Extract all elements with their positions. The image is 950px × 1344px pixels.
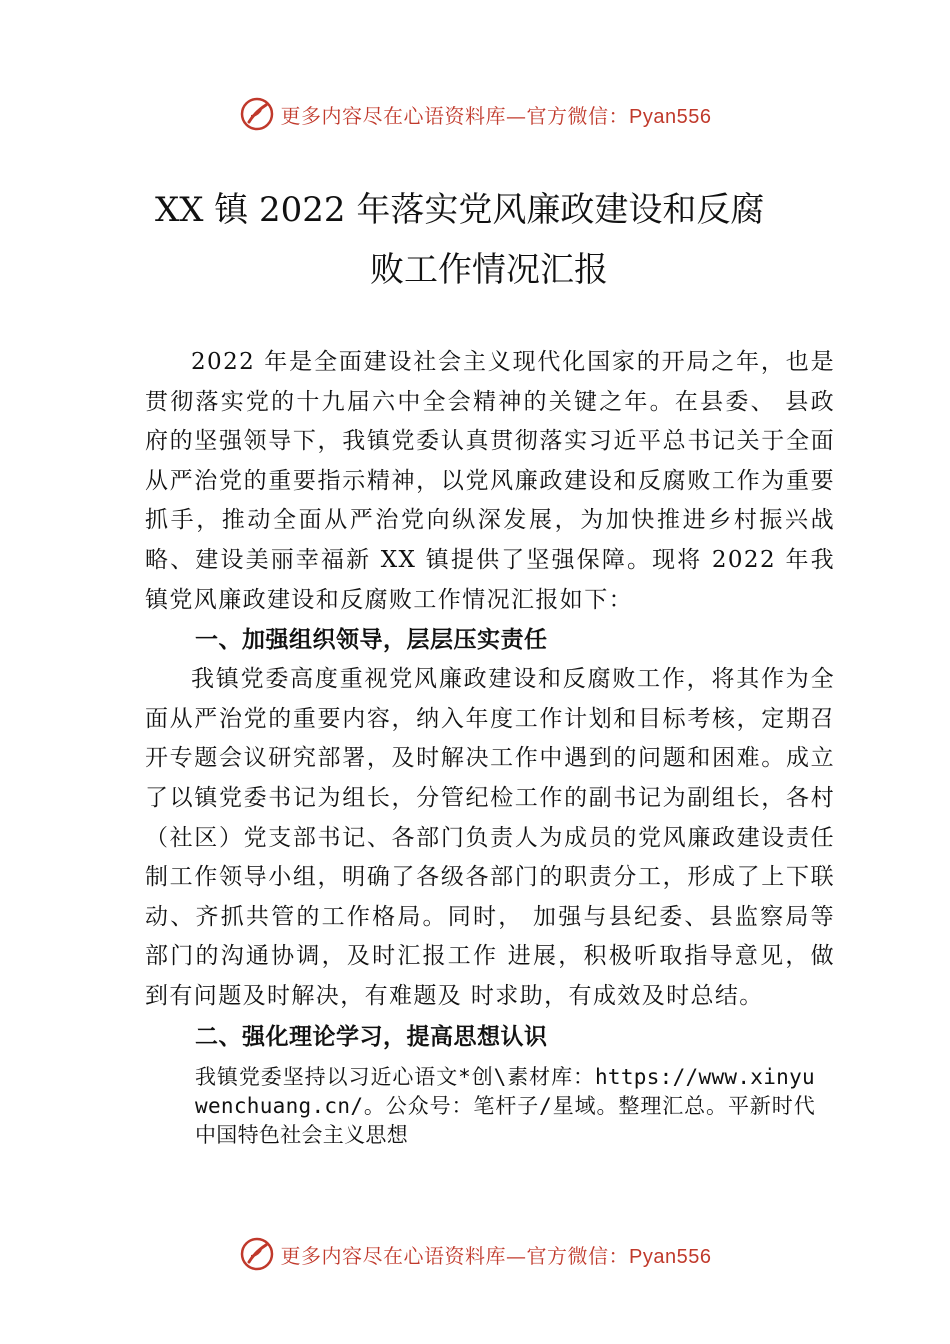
banner-text — [281, 1240, 712, 1269]
header-banner — [0, 94, 950, 134]
banner-wechat-id: Pyan556 — [629, 105, 712, 128]
footer-banner — [0, 1234, 950, 1274]
title-line-1: XX 镇 2022 年落实党风廉政建设和反腐 — [155, 190, 765, 230]
banner-wechat-label: 官方微信： — [526, 103, 630, 128]
banner-separator: — — [506, 1243, 527, 1268]
document-title — [100, 180, 850, 300]
section-1-paragraph: 我镇党委高度重视党风廉政建设和反腐败工作，将其作为全面从严治党的重要内容，纳入年度工作计划和目标考核，定期召开专题会议研究部署，及时解决工作中遇到的问题和困难。成立了以镇党委书记为组长，分管纪检工作的副书记为副组长，各村（社区）党支部书记、各部门负责人为成员的党风廉政建设责任制工作领导小组，明确了各级各部门的职责分工，形成了上下联动、齐抓共管的工作格局。同时， 加强与县纪委、县监察局等部门的沟通协调，及时汇报工作 进展，积极听取指导意见，做到有问题及时解决，有难题及 时求助，有成效及时总结。 — [145, 666, 835, 1009]
brush-logo-icon — [239, 1236, 275, 1272]
banner-wechat-label: 官方微信： — [526, 1243, 630, 1268]
title-line-2: 败工作情况汇报 — [370, 250, 608, 290]
banner-label: 更多内容尽在心语资料库 — [280, 1243, 507, 1268]
banner-text — [281, 100, 712, 129]
banner-wechat-id: Pyan556 — [629, 1245, 712, 1268]
banner-separator: — — [506, 103, 527, 128]
banner-label: 更多内容尽在心语资料库 — [280, 103, 507, 128]
section-2-paragraph: 我镇党委坚持以习近心语文*创\素材库：https://www.xinyuwenchuang.cn/。公众号：笔杆子/星域。整理汇总。平新时代中国特色社会主义思想 — [195, 1064, 815, 1147]
section-1-heading: 一、加强组织领导，层层压实责任 — [195, 627, 548, 654]
intro-paragraph: 2022 年是全面建设社会主义现代化国家的开局之年，也是贯彻落实党的十九届六中全会精神的关键之年。在县委、 县政府的坚强领导下，我镇党委认真贯彻落实习近平总书记关于全面从严治党的重要指示精神，以党风廉政建设和反腐败工作为重要抓手，推动全面从严治党向纵深发展，为加快推进乡村振兴战略、建设美丽幸福新 XX 镇提供了坚强保障。现将 2022 年我镇党风廉政建设和反腐败工作情况汇报如下： — [145, 349, 835, 613]
brush-logo-icon — [239, 96, 275, 132]
document-body — [145, 343, 835, 1150]
section-2-heading: 二、强化理论学习，提高思想认识 — [195, 1023, 548, 1050]
